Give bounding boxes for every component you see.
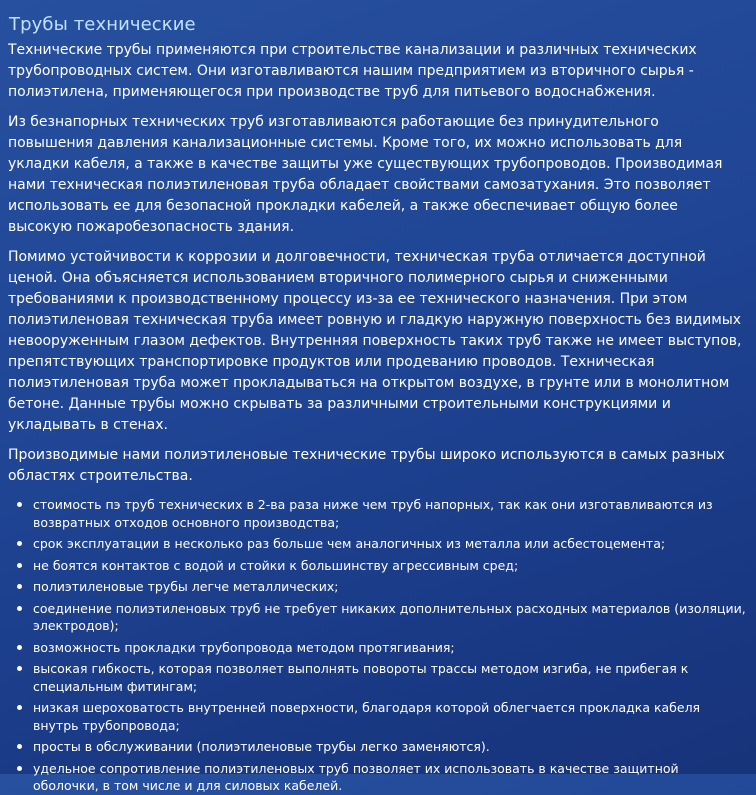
bullet-icon	[17, 563, 22, 568]
list-item-text: низкая шероховатость внутренней поверхности, благодаря которой облегчается прокладка кабеля внутрь трубопровода;	[33, 700, 701, 733]
bullet-icon	[17, 666, 22, 671]
list-item-text: возможность прокладки трубопровода методом протягивания;	[33, 639, 455, 655]
page-title: Трубы технические	[9, 14, 196, 35]
list-item	[16, 600, 746, 635]
bullet-icon	[17, 541, 22, 546]
list-item	[16, 557, 746, 575]
paragraph-non-pressure: Из безнапорных технических труб изготавливаются работающие без принудительного повышения давления канализационные системы. Кроме того, их можно использовать для укладки кабеля, а также в качестве защиты уже существующих трубопроводов. Производимая нами техническая полиэтиленовая труба обладает свойствами самозатухания. Это позволяет использовать ее для безопасной прокладки кабелей, а также обеспечивает общую более высокую пожаробезопасность здания.	[8, 114, 723, 235]
list-item-text: соединение полиэтиленовых труб не требует никаких дополнительных расходных материалов (изоляции, электродов);	[33, 600, 746, 633]
bullet-icon	[17, 606, 22, 611]
list-item	[16, 535, 746, 553]
paragraph-advantages: Помимо устойчивости к коррозии и долговечности, техническая труба отличается доступной ценой. Она объясняется использованием вторичного полимерного сырья и сниженными требованиями к производственному процессу из-за ее технического назначения. При этом полиэтиленовая техническая труба имеет ровную и гладкую наружную поверхность без видимых невооруженным глазом дефектов. Внутренняя поверхность таких труб также не имеет выступов, препятствующих транспортировке продуктов или продеванию проводов. Техническая полиэтиленовая труба может прокладываться на открытом воздухе, в грунте или в монолитном бетоне. Данные трубы можно скрывать за различными строительными конструкциями и укладывать в стенах.	[8, 249, 742, 433]
list-item	[16, 496, 746, 531]
list-item	[16, 699, 746, 734]
list-item	[16, 760, 746, 795]
bullet-icon	[17, 766, 22, 771]
bullet-icon	[17, 705, 22, 710]
bullet-icon	[17, 502, 22, 507]
list-item	[16, 639, 746, 657]
bullet-icon	[17, 744, 22, 749]
list-item	[16, 660, 746, 695]
paragraph-intro: Технические трубы применяются при строительстве канализации и различных технических трубопроводных систем. Они изготавливаются нашим предприятием из вторичного сырья - полиэтилена, применяющегося при производстве труб для питьевого водоснабжения.	[8, 42, 697, 100]
list-item-text: высокая гибкость, которая позволяет выполнять повороты трассы методом изгиба, не прибегая к специальным фитингам;	[33, 661, 689, 694]
list-item-text: удельное сопротивление полиэтиленовых труб позволяет их использовать в качестве защитной оболочки, в том числе и для силовых кабелей.	[33, 760, 679, 793]
list-item	[16, 578, 746, 596]
list-item-text: просты в обслуживании (полиэтиленовые трубы легко заменяются).	[33, 739, 490, 754]
list-item-text: полиэтиленовые трубы легче металлических;	[33, 579, 339, 594]
list-item-text: стоимость пэ труб технических в 2-ва раза ниже чем труб напорных, так как они изготавливаются из возвратных отходов основного производства;	[33, 497, 713, 530]
bullet-icon	[17, 645, 22, 650]
list-item	[16, 738, 746, 756]
bullet-icon	[17, 584, 22, 589]
list-item-text: не боятся контактов с водой и стойки к большинству агрессивным сред;	[33, 557, 519, 573]
paragraph-usage: Производимые нами полиэтиленовые технические трубы широко используются в самых разных областях строительства.	[8, 447, 725, 484]
benefits-list	[8, 496, 746, 795]
list-item-text: срок эксплуатации в несколько раз больше чем аналогичных из металла или асбестоцемента;	[33, 536, 666, 551]
